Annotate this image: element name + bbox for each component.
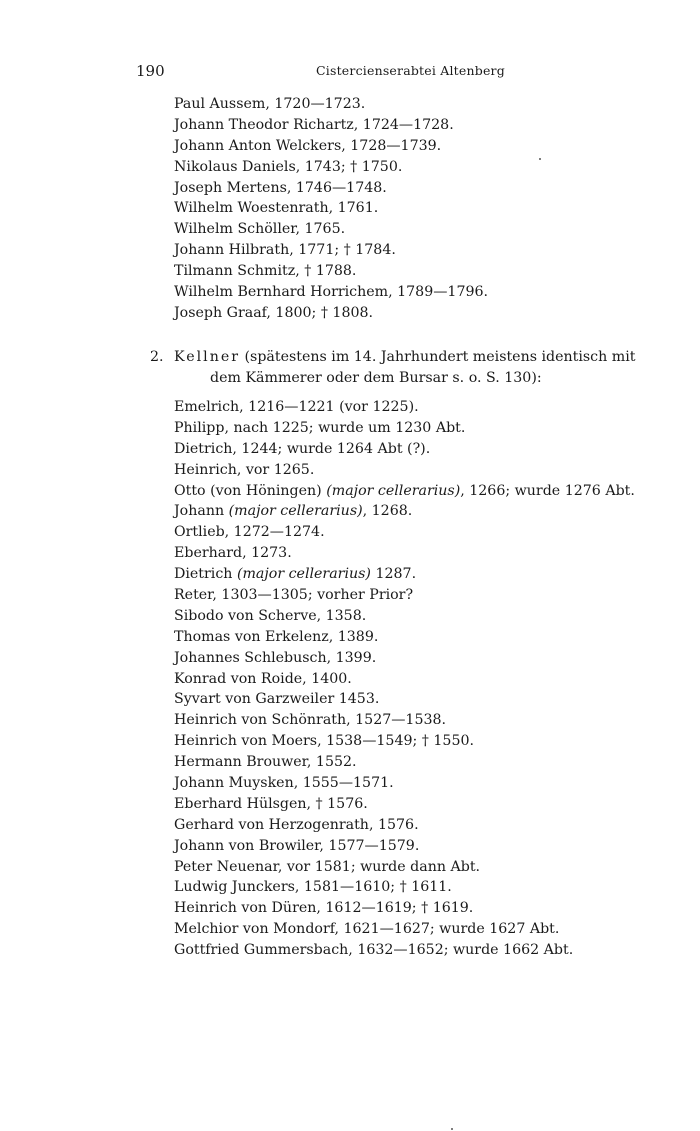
list-entry: Ludwig Junckers, 1581—1610; † 1611. — [174, 879, 452, 896]
entry-name: Dietrich — [174, 566, 237, 583]
list-entry: Paul Aussem, 1720—1723. — [174, 96, 366, 112]
kellner-list — [174, 397, 694, 961]
list-entry: Syvart von Garzweiler 1453. — [174, 691, 380, 708]
list-entry: Wilhelm Schöller, 1765. — [174, 221, 346, 238]
list-entry — [174, 481, 694, 502]
list-entry: Heinrich von Moers, 1538—1549; † 1550. — [174, 733, 475, 750]
list-entry: Eberhard Hülsgen, † 1576. — [174, 795, 368, 812]
list-entry: Johann Anton Welckers, 1728—1739. — [174, 137, 442, 154]
cellarer-list — [174, 94, 694, 324]
section-intro-continuation: dem Kämmerer oder dem Bursar s. o. S. 130): — [210, 370, 542, 386]
list-entry: Heinrich von Düren, 1612—1619; † 1619. — [174, 900, 474, 917]
list-entry: Emelrich, 1216—1221 (vor 1225). — [174, 399, 419, 415]
list-entry: Tilmann Schmitz, † 1788. — [174, 263, 357, 280]
section-heading-line — [150, 347, 688, 368]
page-number: 190 — [136, 62, 165, 80]
list-entry: Nikolaus Daniels, 1743; † 1750. — [174, 158, 403, 175]
list-entry: Wilhelm Woestenrath, 1761. — [174, 200, 379, 217]
list-entry: Johannes Schlebusch, 1399. — [174, 649, 377, 666]
list-entry: Eberhard, 1273. — [174, 545, 292, 562]
list-entry: Melchior von Mondorf, 1621—1627; wurde 1627 Abt. — [174, 921, 560, 938]
list-entry: Joseph Mertens, 1746—1748. — [174, 179, 387, 196]
list-entry: Dietrich, 1244; wurde 1264 Abt (?). — [174, 440, 431, 457]
print-speck — [451, 1128, 453, 1130]
list-entry: Wilhelm Bernhard Horrichem, 1789—1796. — [174, 284, 489, 301]
list-entry: Johann von Browiler, 1577—1579. — [174, 837, 420, 854]
section-number: 2. — [150, 349, 164, 365]
list-entry: Thomas von Erkelenz, 1389. — [174, 628, 379, 645]
list-entry: Heinrich, vor 1265. — [174, 461, 315, 478]
list-entry: Peter Neuenar, vor 1581; wurde dann Abt. — [174, 858, 481, 875]
entry-name: Johann — [174, 503, 229, 520]
list-entry — [174, 501, 694, 522]
list-entry: Joseph Graaf, 1800; † 1808. — [174, 304, 374, 321]
page-header — [0, 62, 700, 82]
list-entry: Gerhard von Herzogenrath, 1576. — [174, 816, 419, 833]
list-entry: Ortlieb, 1272—1274. — [174, 524, 325, 541]
section-intro: (spätestens im 14. Jahrhundert meistens identisch mit — [240, 349, 636, 365]
list-entry: Johann Hilbrath, 1771; † 1784. — [174, 242, 396, 259]
entry-title-italic: (major cellerarius) — [228, 503, 363, 520]
entry-dates: , 1266; wurde 1276 Abt. — [460, 482, 635, 499]
section-heading: Kellner — [174, 349, 241, 365]
list-entry: Sibodo von Scherve, 1358. — [174, 607, 367, 624]
running-title: Cistercienserabtei Altenberg — [316, 63, 505, 78]
list-entry — [174, 564, 694, 585]
entry-title-italic: (major cellerarius) — [326, 482, 461, 499]
list-entry: Gottfried Gummersbach, 1632—1652; wurde 1662 Abt. — [174, 942, 574, 959]
print-speck — [539, 158, 541, 160]
list-entry: Hermann Brouwer, 1552. — [174, 754, 357, 771]
entry-dates: , 1268. — [362, 503, 413, 520]
list-entry: Johann Muysken, 1555—1571. — [174, 775, 394, 792]
list-entry: Heinrich von Schönrath, 1527—1538. — [174, 712, 447, 729]
entry-title-italic: (major cellerarius) — [236, 566, 371, 583]
entry-dates: 1287. — [370, 566, 417, 583]
section-kellner — [150, 347, 688, 389]
list-entry: Philipp, nach 1225; wurde um 1230 Abt. — [174, 419, 466, 436]
entry-name: Otto (von Höningen) — [174, 482, 327, 499]
list-entry: Johann Theodor Richartz, 1724—1728. — [174, 116, 454, 133]
list-entry: Reter, 1303—1305; vorher Prior? — [174, 587, 414, 604]
list-entry: Konrad von Roide, 1400. — [174, 670, 352, 687]
